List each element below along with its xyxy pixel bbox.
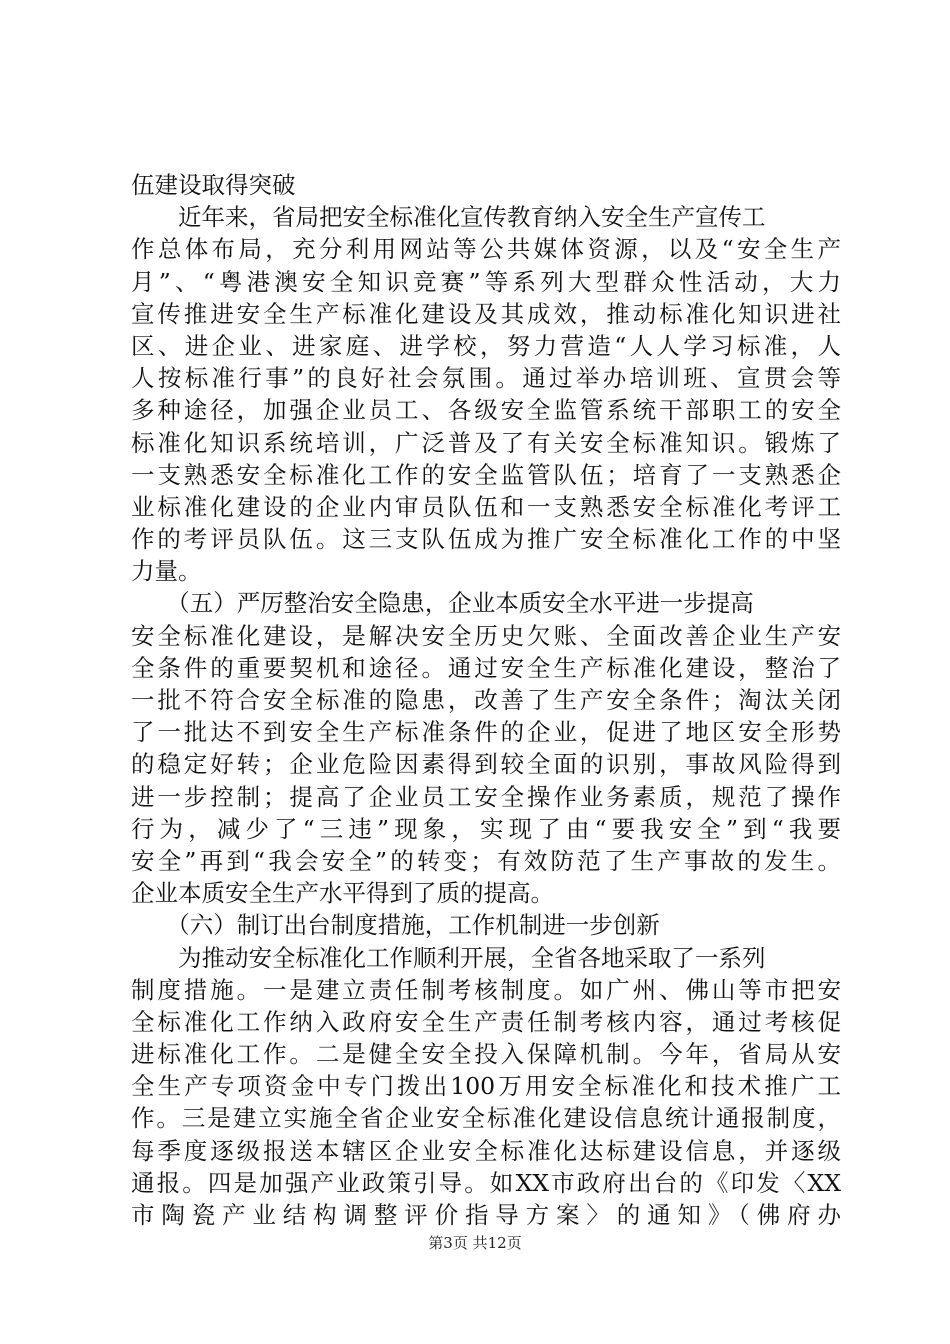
text-line: 伍建设取得突破: [131, 171, 296, 199]
paragraph-first-line: 为推动安全标准化工作顺利开展，全省各地采取了一系列: [131, 943, 766, 972]
text-line: 一支熟悉安全标准化工作的安全监管队伍；培育了一支熟悉企: [131, 460, 841, 489]
text-line: 行为，减少了“三违”现象，实现了由“要我安全”到“我要: [131, 814, 841, 843]
paragraph-first-line: 近年来，省局把安全标准化宣传教育纳入安全生产宣传工: [131, 203, 766, 232]
text-line: 全条件的重要契机和途径。通过安全生产标准化建设，整治了: [131, 653, 841, 682]
text-line: 多种途径，加强企业员工、各级安全监管系统干部职工的安全: [131, 396, 841, 425]
text-line: 作。三是建立实施全省企业安全标准化建设信息统计通报制度，: [131, 1104, 841, 1133]
text-line: 制度措施。一是建立责任制考核制度。如广州、佛山等市把安: [131, 975, 841, 1004]
paragraph-last-line: 企业本质安全生产水平得到了质的提高。: [131, 879, 554, 908]
text-line: 进标准化工作。二是健全安全投入保障机制。今年，省局从安: [131, 1040, 841, 1069]
text-line: 月”、“粤港澳安全知识竞赛”等系列大型群众性活动，大力: [131, 267, 841, 296]
text-line: 作总体布局，充分利用网站等公共媒体资源，以及“安全生产: [131, 235, 841, 264]
text-line: 安全”再到“我会安全”的转变；有效防范了生产事故的发生。: [131, 846, 841, 875]
section-heading: （五）严厉整治安全隐患，企业本质安全水平进一步提高: [131, 589, 754, 618]
section-heading: （六）制订出台制度措施，工作机制进一步创新: [131, 911, 660, 940]
text-line: 业标准化建设的企业内审员队伍和一支熟悉安全标准化考评工: [131, 492, 841, 521]
text-line: 每季度逐级报送本辖区企业安全标准化达标建设信息，并逐级: [131, 1136, 841, 1165]
text-line: 区、进企业、进家庭、进学校，努力营造“人人学习标准，人: [131, 331, 841, 360]
text-line: 市陶瓷产业结构调整评价指导方案〉的通知》（佛府办: [131, 1201, 841, 1229]
text-line: 全标准化工作纳入政府安全生产责任制考核内容，通过考核促: [131, 1007, 841, 1036]
text-line: 一批不符合安全标准的隐患，改善了生产安全条件；淘汰关闭: [131, 686, 841, 714]
text-line: 了一批达不到安全生产标准条件的企业，促进了地区安全形势: [131, 718, 841, 747]
text-line: 通报。四是加强产业政策引导。如XX市政府出台的《印发〈XX: [131, 1168, 841, 1197]
text-line: 的稳定好转；企业危险因素得到较全面的识别，事故风险得到: [131, 750, 841, 779]
paragraph-last-line: 力量。: [131, 557, 202, 586]
text-line: 宣传推进安全生产标准化建设及其成效，推动标准化知识进社: [131, 299, 841, 328]
text-line: 人按标准行事”的良好社会氛围。通过举办培训班、宣贯会等: [131, 364, 841, 393]
text-line: 全生产专项资金中专门拨出100万用安全标准化和技术推广工: [131, 1072, 841, 1101]
text-line: 作的考评员队伍。这三支队伍成为推广安全标准化工作的中坚: [131, 525, 841, 554]
body-text: [131, 169, 841, 1231]
page-number-footer: 第3页 共12页: [428, 1234, 522, 1252]
text-line: 进一步控制；提高了企业员工安全操作业务素质，规范了操作: [131, 782, 841, 811]
text-line: 标准化知识系统培训，广泛普及了有关安全标准知识。锻炼了: [131, 428, 841, 457]
text-line: 安全标准化建设，是解决安全历史欠账、全面改善企业生产安: [131, 621, 841, 650]
